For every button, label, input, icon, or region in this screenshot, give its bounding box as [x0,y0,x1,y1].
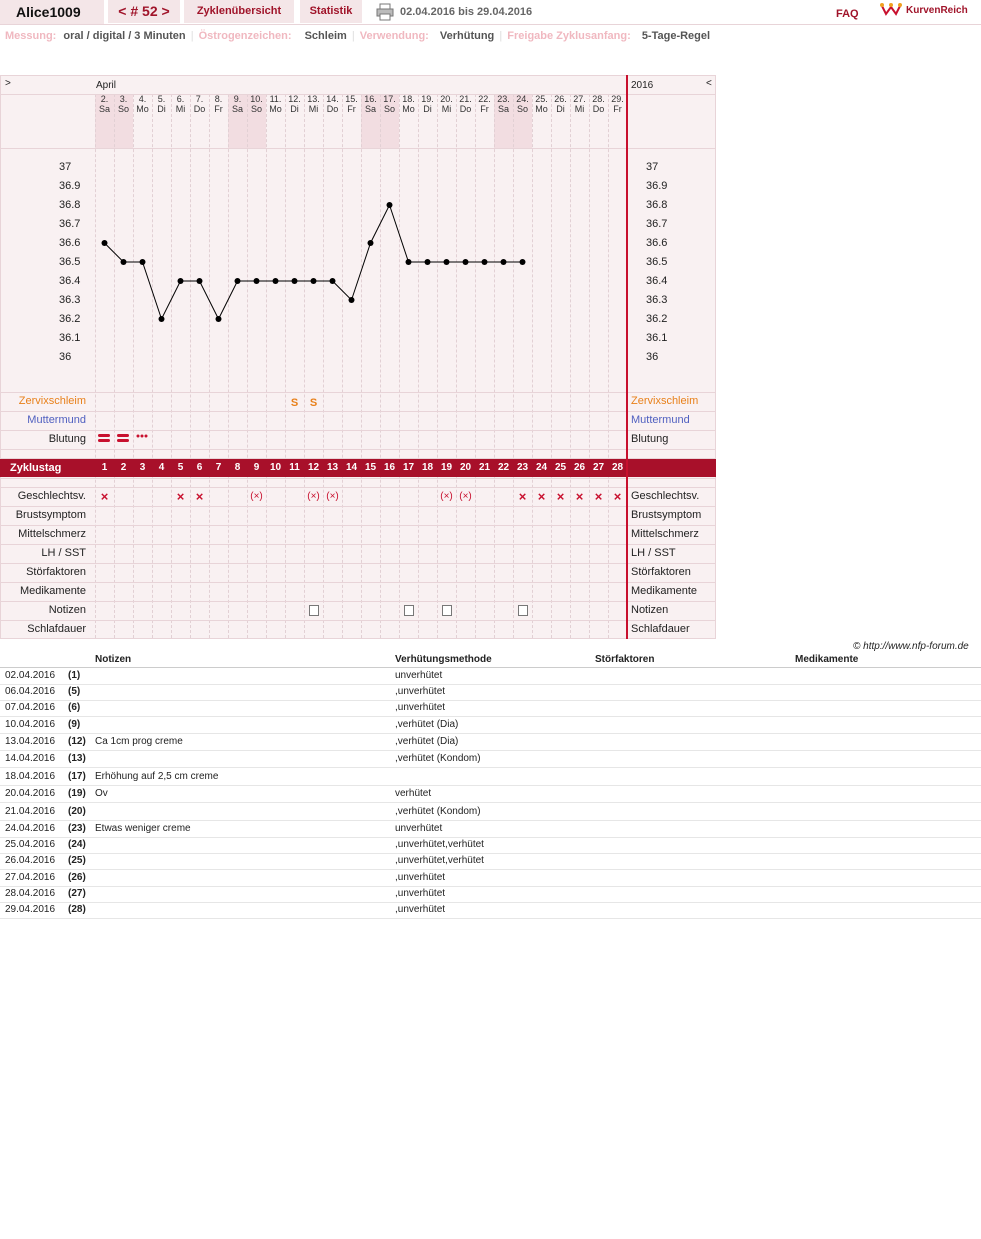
cycle-day: 3 [139,462,146,473]
nav-prev[interactable]: > [5,78,11,89]
row-date: 29.04.2016 [5,904,56,915]
row-label-zervix-right: Zervixschleim [631,395,699,407]
row-cycle-day: (1) [68,670,81,681]
copyright[interactable]: © http://www.nfp-forum.de [853,641,969,652]
temperature-point[interactable] [102,240,108,246]
row-line [0,544,716,545]
day-number: 3. [119,94,128,104]
cycle-day: 28 [611,462,624,473]
oestro-label: Östrogenzeichen: [198,30,292,42]
row-note: Ca 1cm prog creme [95,736,183,747]
table-row [0,804,981,821]
row-method: ,verhütet (Kondom) [395,805,481,817]
day-number: 8. [214,94,223,104]
row-method: ,unverhütet,verhütet [395,839,484,851]
temperature-point[interactable] [216,316,222,322]
table-row [0,717,981,734]
day-number: 5. [157,94,166,104]
row-label-brust: Brustsymptom [15,509,86,521]
bleeding-spotting-icon [135,433,149,439]
row-label-blutung: Blutung [48,433,86,445]
cycle-day: 12 [307,462,320,473]
row-method: ,unverhütet [395,887,446,899]
row-date: 27.04.2016 [5,871,56,883]
weekday: Do [459,104,472,114]
y-tick-right: 36.7 [646,218,668,230]
temperature-point[interactable] [140,259,146,265]
year-label: 2016 [631,80,654,91]
day-number: 19. [421,94,434,104]
row-cycle-day: (20) [68,805,86,817]
day-number: 6. [176,94,185,104]
row-label-notizen-right: Notizen [631,604,669,616]
verwendung-value: Verhütung [439,30,495,42]
row-date: 10.04.2016 [5,718,56,730]
weekday: Mi [308,104,319,114]
intercourse-mark[interactable]: × [575,489,584,504]
brand-logo[interactable]: KurvenReich [906,5,968,16]
username: Alice1009 [16,4,81,20]
cycle-day: 17 [402,462,415,473]
day-number: 17. [383,94,396,104]
y-tick-left: 36.6 [59,237,81,249]
temperature-point[interactable] [121,259,127,265]
weekday: Sa [231,104,243,114]
cycle-day: 14 [345,462,358,473]
cycle-day: 4 [158,462,165,473]
cycle-day: 25 [554,462,567,473]
weekday: Mo [136,104,149,114]
weekday: Di [157,104,166,114]
temperature-point[interactable] [368,240,374,246]
temperature-point[interactable] [501,259,507,265]
row-label-gv: Geschlechtsv. [17,490,86,502]
temperature-point[interactable] [482,259,488,265]
row-date: 25.04.2016 [5,839,56,851]
weekday: Sa [364,104,376,114]
faq-link[interactable]: FAQ [836,8,859,20]
cycle-nav[interactable]: < # 52 > [108,0,180,23]
row-date: 13.04.2016 [5,736,56,747]
row-label-mittel: Mittelschmerz [18,528,86,540]
temperature-point[interactable] [197,278,203,284]
weekday: Do [193,104,206,114]
cycle-day: 20 [459,462,472,473]
intercourse-mark[interactable]: × [537,489,546,504]
separator: | [499,30,503,42]
day-number: 10. [250,94,263,104]
row-method: ,verhütet (Dia) [395,736,459,747]
weekday: Mo [535,104,548,114]
row-method: ,verhütet (Dia) [395,718,459,730]
day-number: 9. [233,94,242,104]
tab-statistik[interactable]: Statistik [300,0,362,23]
cycle-day: 26 [573,462,586,473]
table-row [0,769,981,786]
row-cycle-day: (25) [68,855,86,867]
temperature-point[interactable] [349,297,355,303]
mucus-mark[interactable]: S [290,397,299,409]
row-label-stoer: Störfaktoren [26,566,86,578]
row-method: ,unverhütet [395,904,446,915]
tab-zyklenuebersicht[interactable]: Zyklenübersicht [184,0,294,23]
row-label-lh: LH / SST [41,547,86,559]
row-cycle-day: (26) [68,871,86,883]
y-tick-left: 36.3 [59,294,81,306]
row-label-muttermund: Muttermund [27,414,86,426]
day-number: 28. [592,94,605,104]
row-line [0,582,716,583]
cycle-day: 18 [421,462,434,473]
cycle-day: 9 [253,462,260,473]
weekday: So [117,104,129,114]
row-line [0,478,716,479]
table-row [0,870,981,887]
row-method: ,verhütet (Kondom) [395,753,481,765]
mucus-mark[interactable]: S [309,397,318,409]
day-number: 16. [364,94,377,104]
row-line [0,563,716,564]
row-label-notizen: Notizen [48,604,86,616]
temperature-line [105,205,523,319]
table-row [0,684,981,701]
table-header [0,653,981,668]
row-label-blutung-right: Blutung [631,433,669,445]
row-date: 18.04.2016 [5,770,56,782]
table-row [0,700,981,717]
y-tick-right: 37 [646,161,659,173]
y-tick-left: 36.1 [59,332,81,344]
y-tick-left: 36.9 [59,180,81,192]
intercourse-mark[interactable]: × [613,489,622,504]
weekday: Do [592,104,605,114]
y-tick-left: 36.5 [59,256,81,268]
cycle-day: 23 [516,462,529,473]
weekday: Di [556,104,565,114]
table-row [0,668,981,685]
cycle-day: 15 [364,462,377,473]
month-label: April [96,80,117,91]
cycle-day: 7 [215,462,222,473]
row-cycle-day: (13) [68,753,86,765]
row-line [0,487,716,488]
y-tick-left: 36.2 [59,313,81,325]
y-tick-right: 36.5 [646,256,668,268]
cycle-day: 6 [196,462,203,473]
row-note: Ov [95,788,108,800]
day-number: 20. [440,94,453,104]
row-line [0,411,716,412]
weekday: Fr [613,104,622,114]
row-line [0,525,716,526]
row-cycle-day: (5) [68,686,81,698]
y-tick-right: 36.4 [646,275,668,287]
y-tick-right: 36.9 [646,180,668,192]
note-icon[interactable] [518,605,528,616]
day-number: 13. [307,94,320,104]
temperature-point[interactable] [330,278,336,284]
temperature-point[interactable] [292,278,298,284]
col-notizen: Notizen [95,654,132,665]
row-line [0,620,716,621]
col-medi: Medikamente [795,654,859,665]
day-number: 15. [345,94,358,104]
row-cycle-day: (17) [68,770,86,782]
temperature-point[interactable] [520,259,526,265]
y-tick-right: 36.6 [646,237,668,249]
temperature-point[interactable] [406,259,412,265]
bleeding-heavy-icon [116,433,130,443]
y-tick-left: 36.8 [59,199,81,211]
table-row [0,902,981,919]
temperature-point[interactable] [425,259,431,265]
weekday: Fr [214,104,223,114]
intercourse-protected-mark[interactable]: (×) [250,491,263,502]
col-methode: Verhütungsmethode [395,654,492,665]
weekday: Mi [574,104,585,114]
cycle-day: 1 [101,462,108,473]
weekday: Sa [497,104,509,114]
row-method: ,unverhütet [395,686,446,698]
cycle-day: 5 [177,462,184,473]
row-date: 24.04.2016 [5,823,56,834]
day-number: 4. [138,94,147,104]
day-number: 18. [402,94,415,104]
row-date: 06.04.2016 [5,686,56,698]
row-label-medi-right: Medikamente [631,585,698,597]
cycle-day: 27 [592,462,605,473]
row-cycle-day: (24) [68,839,86,851]
crown-icon [880,2,902,18]
cycle-day: 16 [383,462,396,473]
messung-label: Messung: [5,30,57,42]
y-tick-left: 36.4 [59,275,81,287]
row-cycle-day: (19) [68,788,86,800]
day-number: 27. [573,94,586,104]
weekday: Fr [347,104,356,114]
row-method: ,unverhütet,verhütet [395,855,484,867]
cycle-day: 11 [289,462,300,473]
cycle-day: 19 [440,462,453,473]
row-note: Erhöhung auf 2,5 cm creme [95,770,219,782]
day-number: 22. [478,94,491,104]
row-cycle-day: (23) [68,823,86,834]
cycle-day: 10 [269,462,282,473]
temperature-point[interactable] [387,202,393,208]
temperature-point[interactable] [444,259,450,265]
date-range: 02.04.2016 bis 29.04.2016 [400,6,533,18]
temperature-point[interactable] [311,278,317,284]
row-line [0,601,716,602]
intercourse-protected-mark[interactable]: (×) [326,491,339,502]
intercourse-mark[interactable]: × [518,489,527,504]
note-icon[interactable] [404,605,414,616]
row-date: 26.04.2016 [5,855,56,867]
intercourse-protected-mark[interactable]: (×) [440,491,453,502]
y-tick-right: 36.3 [646,294,668,306]
table-row [0,886,981,903]
temperature-point[interactable] [159,316,165,322]
y-tick-left: 36 [59,351,72,363]
separator: | [351,30,355,42]
intercourse-mark[interactable]: × [176,489,185,504]
day-number: 24. [516,94,529,104]
temperature-point[interactable] [463,259,469,265]
table-row [0,734,981,751]
row-line [0,449,716,450]
y-tick-left: 36.7 [59,218,81,230]
y-tick-right: 36.1 [646,332,668,344]
messung-value: oral / digital / 3 Minuten [63,30,186,42]
day-number: 29. [611,94,624,104]
day-number: 2. [100,94,109,104]
row-cycle-day: (12) [68,736,86,747]
chart-end-line [626,75,628,639]
row-label-brust-right: Brustsymptom [631,509,702,521]
row-method: verhütet [395,788,432,800]
day-number: 12. [288,94,301,104]
intercourse-mark[interactable]: × [594,489,603,504]
intercourse-mark[interactable]: × [100,489,109,504]
row-label-schlaf: Schlafdauer [27,623,86,635]
nav-next[interactable]: < [706,78,712,89]
row-date: 02.04.2016 [5,670,56,681]
cycle-day: 2 [120,462,127,473]
table-row [0,853,981,870]
row-cycle-day: (9) [68,718,81,730]
weekday: Fr [480,104,489,114]
row-note: Etwas weniger creme [95,823,191,834]
row-method: ,unverhütet [395,871,446,883]
row-cycle-day: (6) [68,702,81,714]
row-cycle-day: (27) [68,887,86,899]
row-line [0,506,716,507]
row-method: ,unverhütet [395,702,446,714]
row-date: 21.04.2016 [5,805,56,817]
note-icon[interactable] [442,605,452,616]
weekday: Do [326,104,339,114]
table-row [0,786,981,803]
row-label-lh-right: LH / SST [631,547,676,559]
cycle-day: 13 [326,462,339,473]
y-tick-left: 37 [59,161,72,173]
weekday: Mi [175,104,186,114]
day-number: 14. [326,94,339,104]
cycle-day: 24 [535,462,548,473]
verwendung-label: Verwendung: [359,30,429,42]
weekday: So [250,104,262,114]
row-label-stoer-right: Störfaktoren [631,566,691,578]
row-label-schlaf-right: Schlafdauer [631,623,690,635]
separator: | [190,30,194,42]
intercourse-mark[interactable]: × [195,489,204,504]
row-label-muttermund-right: Muttermund [631,414,690,426]
weekday: So [383,104,395,114]
weekday: Mi [441,104,452,114]
row-line [0,430,716,431]
temperature-point[interactable] [178,278,184,284]
oestro-value: Schleim [304,30,347,42]
table-row [0,837,981,854]
row-label-zervix: Zervixschleim [18,395,86,407]
row-method: unverhütet [395,670,443,681]
day-number: 21. [459,94,472,104]
weekday: Sa [98,104,110,114]
y-tick-right: 36.2 [646,313,668,325]
weekday: Di [423,104,432,114]
bleeding-heavy-icon [97,433,111,443]
temperature-point[interactable] [254,278,260,284]
cycle-day: 21 [478,462,491,473]
weekday: Mo [402,104,415,114]
cycle-day: 8 [234,462,241,473]
row-date: 14.04.2016 [5,753,56,765]
intercourse-protected-mark[interactable]: (×) [307,491,320,502]
intercourse-mark[interactable]: × [556,489,565,504]
row-date: 20.04.2016 [5,788,56,800]
col-stoer: Störfaktoren [595,654,655,665]
day-number: 26. [554,94,567,104]
intercourse-protected-mark[interactable]: (×) [459,491,472,502]
row-cycle-day: (28) [68,904,86,915]
temperature-point[interactable] [235,278,241,284]
temperature-point[interactable] [273,278,279,284]
row-label-mittel-right: Mittelschmerz [631,528,699,540]
y-tick-right: 36.8 [646,199,668,211]
cycle-day-label: Zyklustag [10,462,62,474]
y-tick-right: 36 [646,351,659,363]
table-row [0,751,981,768]
freigabe-value: 5-Tage-Regel [641,30,711,42]
temperature-curve [0,0,716,400]
note-icon[interactable] [309,605,319,616]
row-label-medi: Medikamente [19,585,86,597]
day-number: 7. [195,94,204,104]
row-label-gv-right: Geschlechtsv. [631,490,700,502]
day-number: 11. [269,94,282,104]
day-number: 25. [535,94,548,104]
day-number: 23. [497,94,510,104]
weekday: Mo [269,104,282,114]
row-date: 28.04.2016 [5,887,56,899]
weekday: Di [290,104,299,114]
cycle-day: 22 [497,462,510,473]
row-method: unverhütet [395,823,443,834]
table-row [0,821,981,838]
row-date: 07.04.2016 [5,702,56,714]
freigabe-label: Freigabe Zyklusanfang: [507,30,631,42]
weekday: So [516,104,528,114]
